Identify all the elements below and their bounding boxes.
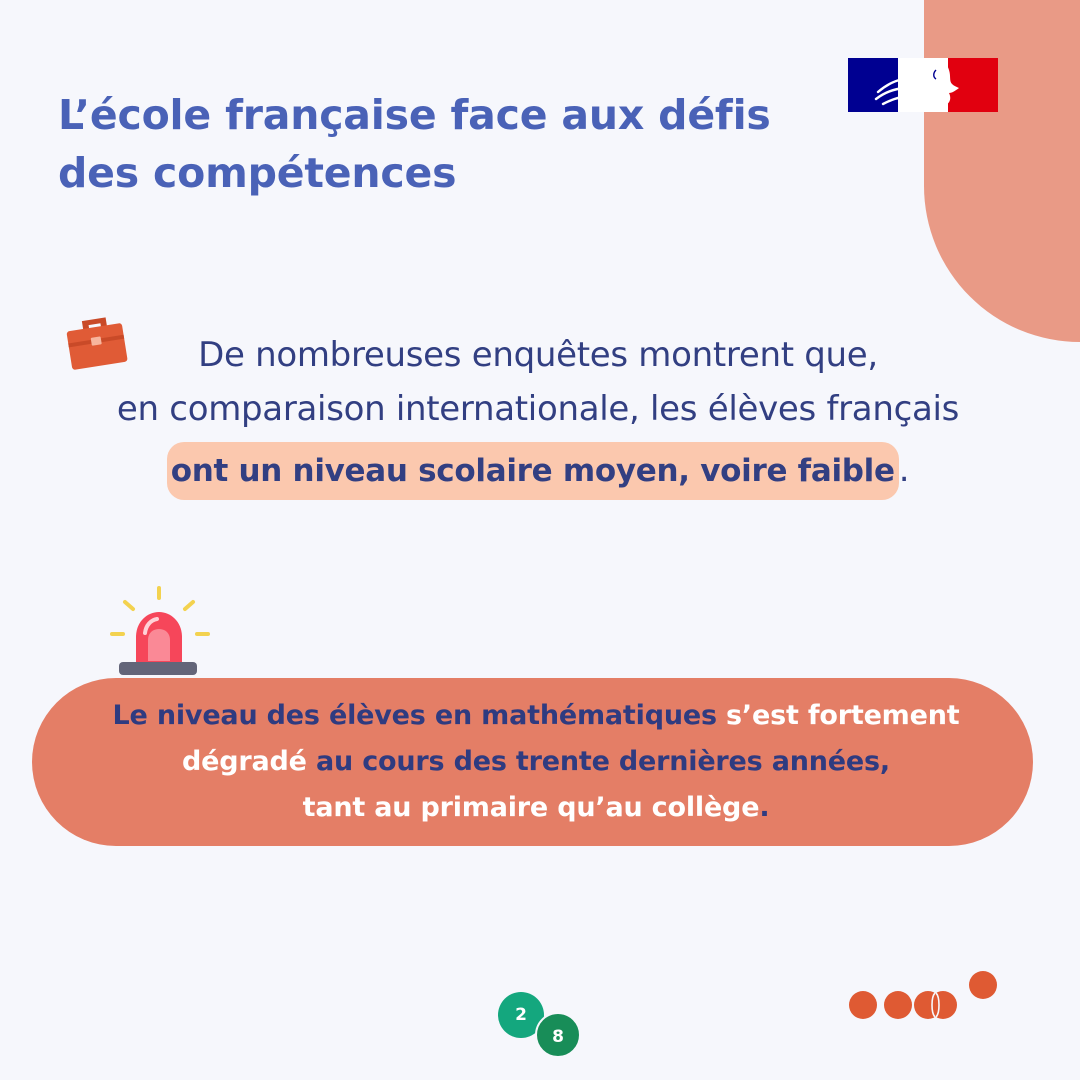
title-line-1: L’école française face aux défis — [58, 91, 771, 139]
title-line-2: des compétences — [58, 149, 457, 197]
math-line-1 — [36, 693, 1036, 739]
page-badge-left: 2 — [498, 992, 544, 1038]
page-badge-right: 8 — [535, 1012, 581, 1058]
decorative-corner-shape — [924, 0, 1080, 342]
survey-period: . — [898, 450, 910, 490]
math-statement — [36, 693, 1036, 831]
math-line-3 — [36, 785, 1036, 831]
math-line-2-dark: au cours des trente dernières années, — [316, 746, 890, 777]
highlighted-result: ont un niveau scolaire moyen, voire faible — [167, 442, 899, 500]
alarm-light-icon — [105, 585, 210, 680]
survey-line-2: en comparaison internationale, les élèves français — [116, 389, 960, 429]
decorative-dots-icon — [846, 968, 1000, 1024]
math-line-3-period: . — [759, 792, 770, 823]
math-line-2 — [36, 739, 1036, 785]
survey-line-1: De nombreuses enquêtes montrent que, — [198, 335, 878, 375]
math-line-1-dark: Le niveau des élèves en mathématiques — [112, 700, 717, 731]
survey-statement — [46, 328, 1030, 500]
page-title — [58, 86, 838, 202]
marianne-flag-logo — [848, 58, 998, 112]
math-line-2-light: dégradé — [182, 746, 307, 777]
math-line-3-light: tant au primaire qu’au collège — [302, 792, 760, 823]
survey-line-3 — [46, 436, 1030, 500]
math-line-1-light: s’est fortement — [726, 700, 960, 731]
